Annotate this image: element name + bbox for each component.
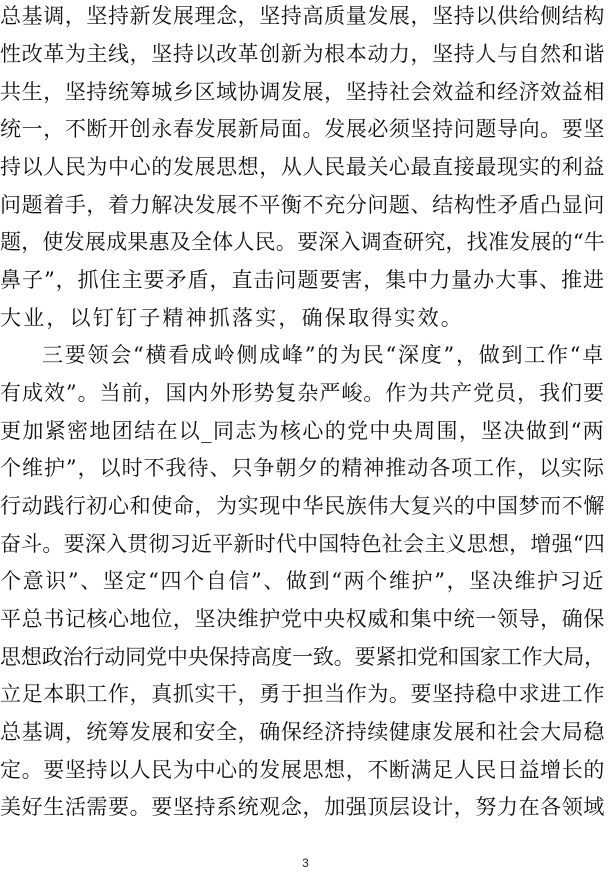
paragraph-line: 鼻子”，抓住主要矛盾，直击问题要害，集中力量办大事、推进: [0, 268, 605, 292]
paragraph-line: 有成效”。当前，国内外形势复杂严峻。作为共产党员，我们要: [0, 381, 605, 405]
paragraph-line: 性改革为主线，坚持以改革创新为根本动力，坚持人与自然和谐: [0, 42, 605, 66]
paragraph-line: 个意识”、坚定“四个自信”、做到“两个维护”，坚决维护习近: [0, 569, 605, 593]
paragraph-line: 更加紧密地团结在以_同志为核心的党中央周围，坚决做到“两: [0, 419, 605, 443]
paragraph-line: 总基调，坚持新发展理念，坚持高质量发展，坚持以供给侧结构: [0, 4, 605, 28]
paragraph-line: 美好生活需要。要坚持系统观念，加强顶层设计，努力在各领域: [0, 795, 605, 819]
page-number: 3: [302, 856, 309, 870]
paragraph-line: 行动践行初心和使命，为实现中华民族伟大复兴的中国梦而不懈: [0, 494, 605, 518]
paragraph-line: 立足本职工作，真抓实干，勇于担当作为。要坚持稳中求进工作: [0, 682, 605, 706]
paragraph-line: 共生，坚持统筹城乡区域协调发展，坚持社会效益和经济效益相: [0, 80, 605, 104]
paragraph-line: 个维护”，以时不我待、只争朝夕的精神推动各项工作，以实际: [0, 456, 605, 480]
paragraph-line: 统一，不断开创永春发展新局面。发展必须坚持问题导向。要坚: [0, 117, 605, 141]
paragraph-line: 大业，以钉钉子精神抓落实，确保取得实效。: [0, 306, 464, 330]
paragraph-line: 总基调，统筹发展和安全，确保经济持续健康发展和社会大局稳: [0, 720, 605, 744]
paragraph-line: 定。要坚持以人民为中心的发展思想，不断满足人民日益增长的: [0, 758, 605, 782]
paragraph-line: 问题着手，着力解决发展不平衡不充分问题、结构性矛盾凸显问: [0, 193, 605, 217]
paragraph-line: 思想政治行动同党中央保持高度一致。要紧扣党和国家工作大局，: [0, 645, 605, 669]
paragraph-line: 持以人民为中心的发展思想，从人民最关心最直接最现实的利益: [0, 155, 605, 179]
paragraph-line: 奋斗。要深入贯彻习近平新时代中国特色社会主义思想，增强“四: [0, 532, 605, 556]
paragraph-line: 平总书记核心地位，坚决维护党中央权威和集中统一领导，确保: [0, 607, 605, 631]
paragraph-first-line: 三要领会“横看成岭侧成峰”的为民“深度”，做到工作“卓: [42, 343, 605, 367]
paragraph-line: 题，使发展成果惠及全体人民。要深入调查研究，找准发展的“牛: [0, 230, 605, 254]
